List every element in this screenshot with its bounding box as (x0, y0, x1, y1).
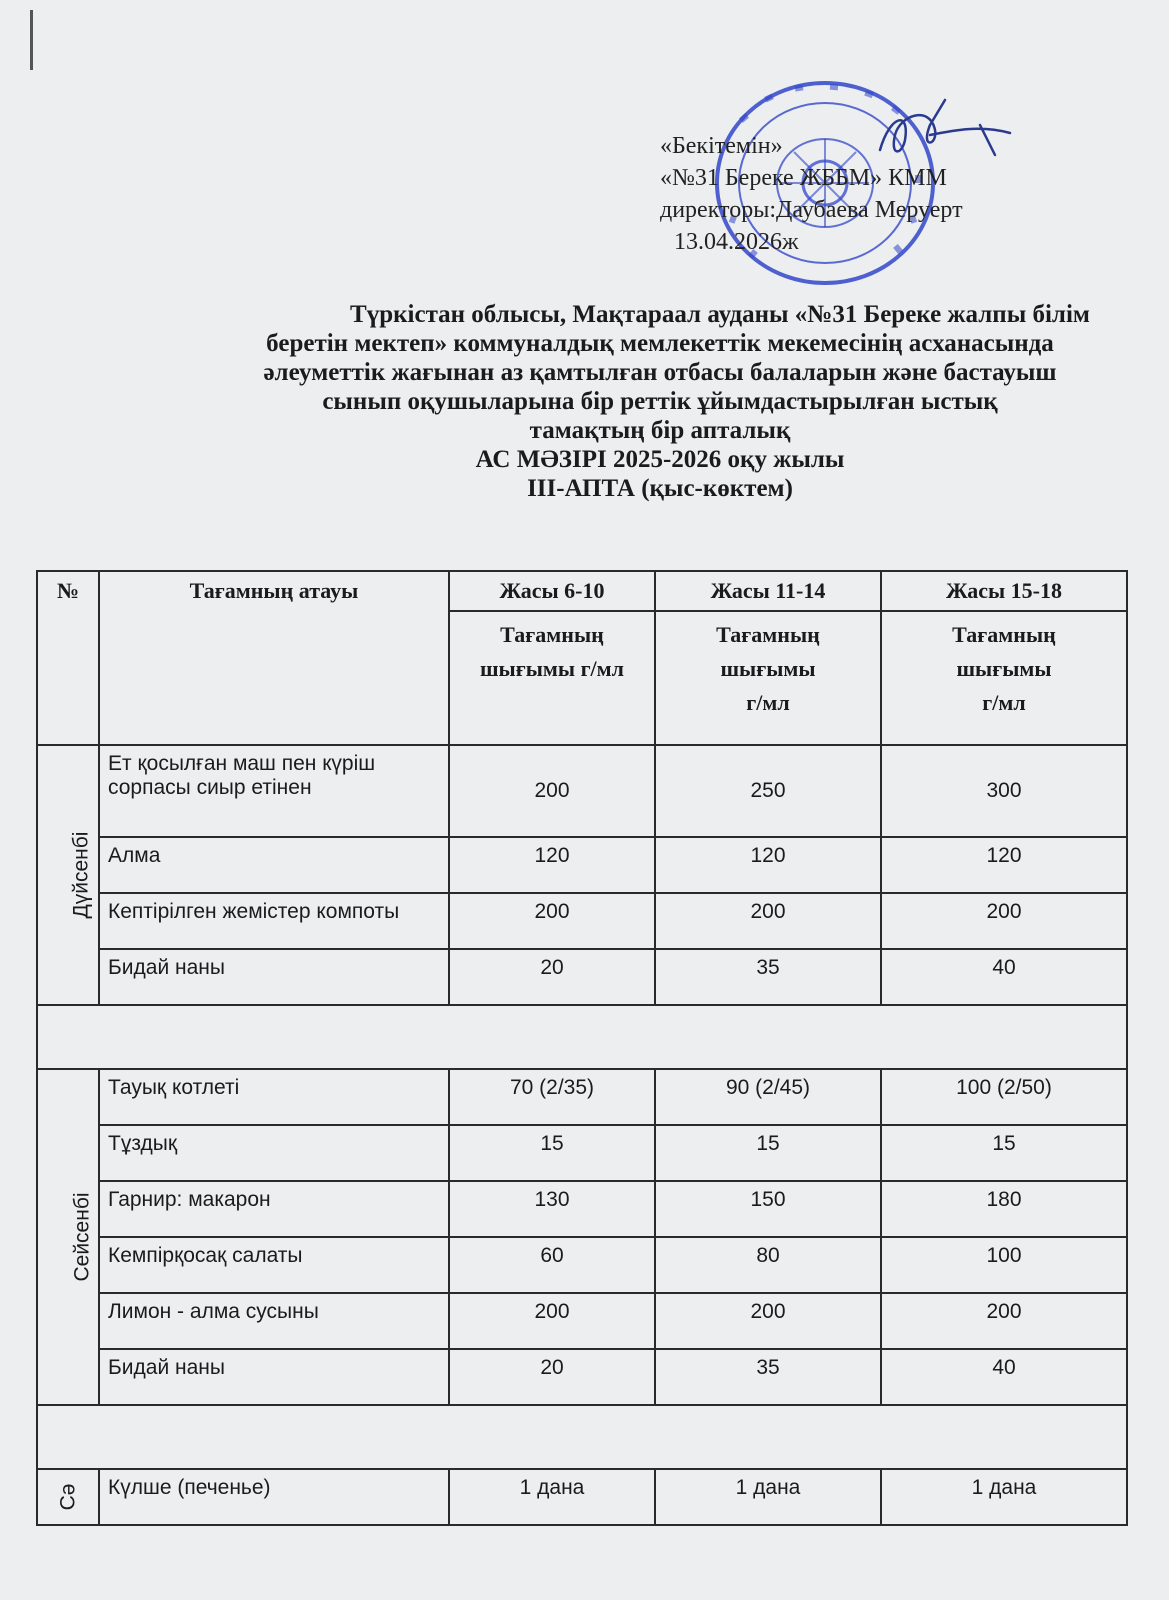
portion-6-10: 70 (2/35) (449, 1069, 655, 1125)
title-line-4: сынып оқушыларына бір реттік ұйымдастырылған ыстық (322, 388, 998, 415)
dish-name: Лимон - алма сусыны (99, 1293, 449, 1349)
portion-6-10: 20 (449, 949, 655, 1005)
subheader-age-11-14 (655, 611, 881, 745)
portion-6-10: 200 (449, 1293, 655, 1349)
portion-11-14: 80 (655, 1237, 881, 1293)
title-line-6: АС МӘЗІРІ 2025-2026 оқу жылы (475, 446, 845, 473)
dish-name: Бидай наны (99, 949, 449, 1005)
subheader-age-6-10-line2: шығымы г/мл (479, 656, 624, 681)
header-age-15-18: Жасы 15-18 (881, 571, 1127, 611)
header-age-6-10: Жасы 6-10 (449, 571, 655, 611)
portion-15-18: 40 (881, 949, 1127, 1005)
header-number: № (37, 571, 99, 745)
day-monday (37, 745, 99, 1005)
approval-director: директоры:Даубаева Меруерт (660, 197, 963, 223)
portion-6-10: 130 (449, 1181, 655, 1237)
day-separator-row (37, 1005, 1127, 1069)
title-line-2: беретін мектеп» коммуналдық мемлекеттік мекемесінің асханасында (266, 330, 1054, 357)
table-row (37, 1069, 1127, 1125)
dish-name: Гарнир: макарон (99, 1181, 449, 1237)
portion-11-14: 120 (655, 837, 881, 893)
portion-11-14: 15 (655, 1125, 881, 1181)
dish-name: Тұздық (99, 1125, 449, 1181)
portion-6-10: 120 (449, 837, 655, 893)
title-line-3: әлеуметтік жағынан аз қамтылған отбасы балаларын және бастауыш (263, 359, 1057, 386)
portion-15-18: 15 (881, 1125, 1127, 1181)
portion-6-10: 200 (449, 745, 655, 837)
subheader-age-11-14-line2: шығымы (720, 656, 816, 681)
portion-11-14: 35 (655, 949, 881, 1005)
approval-school: «№31 Береке ЖББМ» КММ (660, 165, 947, 191)
dish-name: Тауық котлеті (99, 1069, 449, 1125)
table-row (37, 1181, 1127, 1237)
portion-15-18: 200 (881, 1293, 1127, 1349)
menu-table (36, 570, 1128, 1526)
table-row (37, 1469, 1127, 1525)
portion-6-10: 60 (449, 1237, 655, 1293)
portion-11-14: 200 (655, 1293, 881, 1349)
dish-name: Алма (99, 837, 449, 893)
day-wednesday (37, 1469, 99, 1525)
table-row (37, 949, 1127, 1005)
day-wednesday-label: Сә (55, 1483, 79, 1511)
portion-6-10: 15 (449, 1125, 655, 1181)
approval-date: 13.04.2026ж (674, 229, 799, 255)
subheader-age-6-10 (449, 611, 655, 745)
portion-15-18: 200 (881, 893, 1127, 949)
portion-6-10: 20 (449, 1349, 655, 1405)
table-row (37, 1349, 1127, 1405)
subheader-age-15-18-line3: г/мл (982, 690, 1026, 715)
title-line-7: III-АПТА (қыс-көктем) (527, 475, 793, 502)
document-title (180, 300, 1140, 503)
portion-11-14: 250 (655, 745, 881, 837)
day-separator-row (37, 1405, 1127, 1469)
subheader-age-6-10-line1: Тағамның (500, 622, 604, 647)
portion-15-18: 100 (2/50) (881, 1069, 1127, 1125)
title-line-5: тамақтың бір апталық (529, 417, 791, 444)
subheader-age-11-14-line1: Тағамның (716, 622, 820, 647)
portion-15-18: 1 дана (881, 1469, 1127, 1525)
portion-11-14: 150 (655, 1181, 881, 1237)
dish-name: Кептірілген жемістер компоты (99, 893, 449, 949)
portion-15-18: 100 (881, 1237, 1127, 1293)
portion-15-18: 180 (881, 1181, 1127, 1237)
header-age-11-14: Жасы 11-14 (655, 571, 881, 611)
day-separator (37, 1005, 1127, 1069)
day-tuesday-label: Сейсенбі (70, 1192, 94, 1282)
table-row (37, 893, 1127, 949)
table-row (37, 1237, 1127, 1293)
table-row (37, 837, 1127, 893)
portion-11-14: 1 дана (655, 1469, 881, 1525)
table-row (37, 745, 1127, 837)
day-separator (37, 1405, 1127, 1469)
approval-heading: «Бекітемін» (660, 133, 783, 159)
portion-11-14: 200 (655, 893, 881, 949)
portion-11-14: 35 (655, 1349, 881, 1405)
subheader-age-15-18-line2: шығымы (956, 656, 1052, 681)
day-monday-label: Дүйсенбі (69, 831, 93, 919)
header-dish-name: Тағамның атауы (99, 571, 449, 745)
portion-15-18: 120 (881, 837, 1127, 893)
dish-name: Ет қосылған маш пен күріш сорпасы сиыр етінен (99, 745, 449, 837)
table-row (37, 1125, 1127, 1181)
approval-block (660, 130, 1120, 258)
subheader-age-15-18 (881, 611, 1127, 745)
dish-name: Бидай наны (99, 1349, 449, 1405)
dish-name: Кемпірқосақ салаты (99, 1237, 449, 1293)
portion-15-18: 300 (881, 745, 1127, 837)
portion-6-10: 200 (449, 893, 655, 949)
subheader-age-11-14-line3: г/мл (746, 690, 790, 715)
table-row (37, 1293, 1127, 1349)
portion-6-10: 1 дана (449, 1469, 655, 1525)
portion-15-18: 40 (881, 1349, 1127, 1405)
header-row (37, 571, 1127, 611)
portion-11-14: 90 (2/45) (655, 1069, 881, 1125)
subheader-age-15-18-line1: Тағамның (952, 622, 1056, 647)
page-edge-mark (30, 10, 33, 70)
title-line-1: Түркістан облысы, Мақтараал ауданы «№31 Береке жалпы білім (350, 301, 1090, 328)
day-tuesday (37, 1069, 99, 1405)
dish-name: Күлше (печенье) (99, 1469, 449, 1525)
